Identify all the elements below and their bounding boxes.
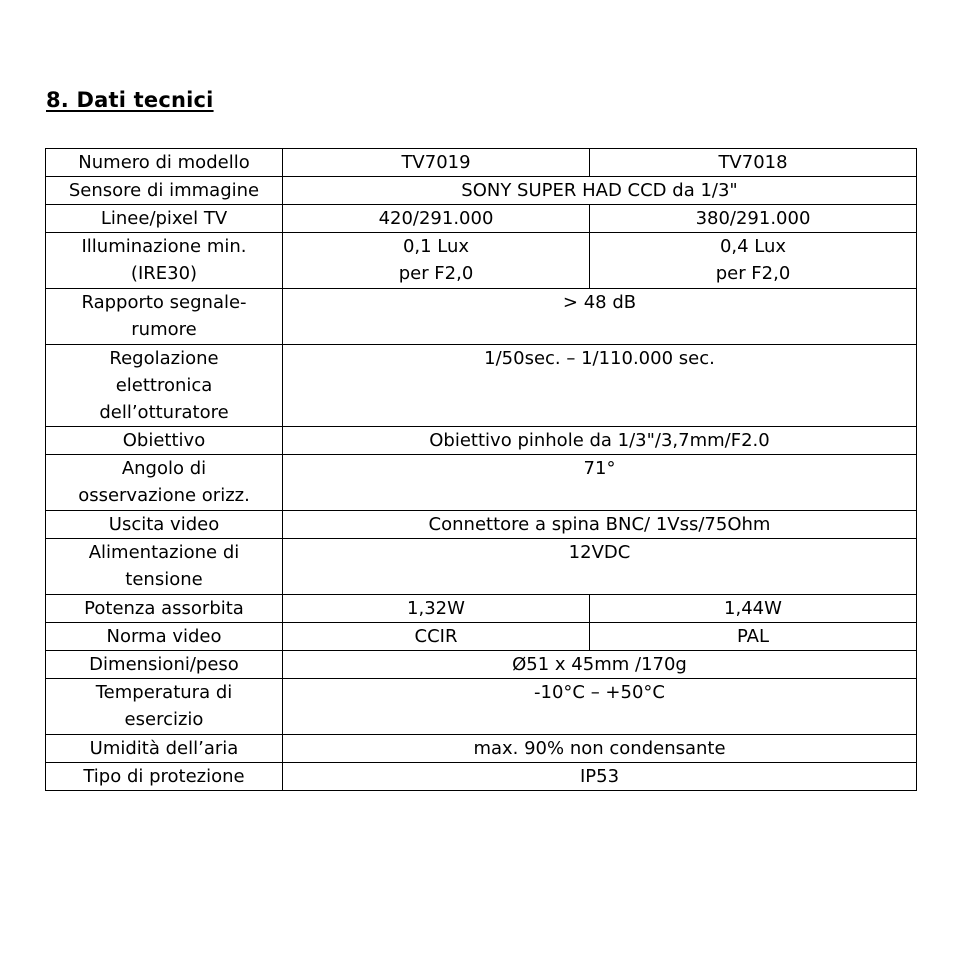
specs-table [45,148,917,791]
row-value-model-1: 0,1 Lux per F2,0 [283,233,590,289]
table-row [46,763,917,791]
table-header-row [46,149,917,177]
row-label: Potenza assorbita [46,595,283,623]
row-value-model-2: 0,4 Lux per F2,0 [590,233,917,289]
row-value-model-1: 1,32W [283,595,590,623]
row-value-model-2: PAL [590,623,917,651]
row-label: Angolo di osservazione orizz. [46,455,283,511]
row-label: Obiettivo [46,427,283,455]
table-row [46,735,917,763]
row-value: -10°C – +50°C [283,679,917,735]
table-row [46,539,917,595]
page-title: 8. Dati tecnici [46,88,214,112]
row-label: Illuminazione min. (IRE30) [46,233,283,289]
row-value: SONY SUPER HAD CCD da 1/3" [283,177,917,205]
row-value: 12VDC [283,539,917,595]
row-label: Regolazione elettronica dell’otturatore [46,345,283,427]
row-label: Rapporto segnale- rumore [46,289,283,345]
table-row [46,679,917,735]
row-value: max. 90% non condensante [283,735,917,763]
row-label: Tipo di protezione [46,763,283,791]
table-row [46,233,917,289]
row-value: Ø51 x 45mm /170g [283,651,917,679]
row-label: Dimensioni/peso [46,651,283,679]
header-label: Numero di modello [46,149,283,177]
row-label: Linee/pixel TV [46,205,283,233]
table-row [46,455,917,511]
row-value: > 48 dB [283,289,917,345]
row-value: Connettore a spina BNC/ 1Vss/75Ohm [283,511,917,539]
row-value-model-1: CCIR [283,623,590,651]
table-row [46,651,917,679]
table-row [46,427,917,455]
row-value: 71° [283,455,917,511]
table-row [46,623,917,651]
row-label: Alimentazione di tensione [46,539,283,595]
row-label: Temperatura di esercizio [46,679,283,735]
header-model-2: TV7018 [590,149,917,177]
table-row [46,345,917,427]
row-value-model-2: 380/291.000 [590,205,917,233]
row-label: Uscita video [46,511,283,539]
row-value: Obiettivo pinhole da 1/3"/3,7mm/F2.0 [283,427,917,455]
table-row [46,289,917,345]
table-row [46,511,917,539]
row-label: Umidità dell’aria [46,735,283,763]
row-label: Sensore di immagine [46,177,283,205]
table-row [46,595,917,623]
row-value: 1/50sec. – 1/110.000 sec. [283,345,917,427]
row-value: IP53 [283,763,917,791]
row-value-model-1: 420/291.000 [283,205,590,233]
row-value-model-2: 1,44W [590,595,917,623]
table-row [46,205,917,233]
row-label: Norma video [46,623,283,651]
table-row [46,177,917,205]
header-model-1: TV7019 [283,149,590,177]
